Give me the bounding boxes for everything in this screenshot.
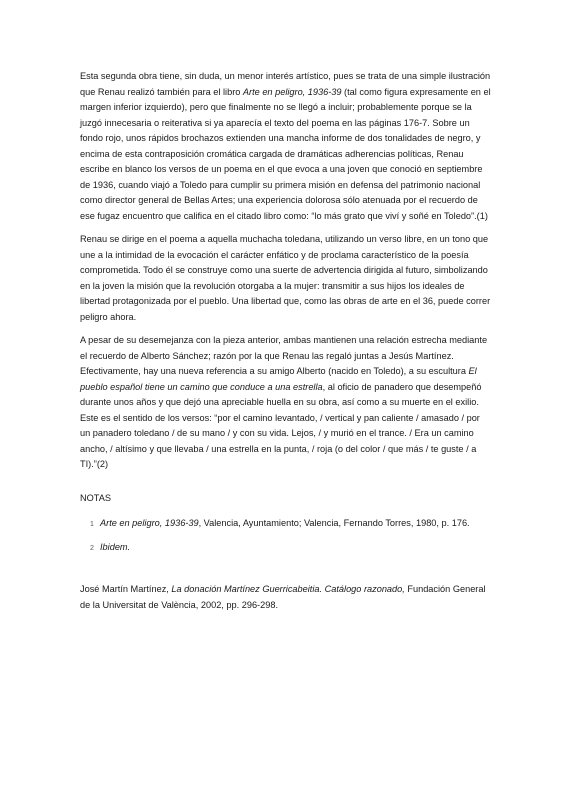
text-run: (tal como figura expresamente en el margen inferior izquierdo), pero que finalmente no se llegó a incluir; probablemente porque se la juzgó innecesaria o reiterativa si ya aparecía el texto del poema en las páginas 176-7. Sobre un fondo rojo, unos rápidos brochazos extienden una mancha informe de dos tonalidades de negro, y encima de esta contraposición cromática cargada de dramáticas adherencias políticas, Renau escribe en blanco los versos de un poema en el que evoca a una joven que conoció en septiembre de 1936, cuando viajó a Toledo para cumplir su primera misión en defensa del patrimonio nacional como director general de Bellas Artes; una experiencia dolorosa sólo atenuada por el recuerdo de ese fugaz encuentro que califica en el citado libro como: “lo más grato que viví y soñé en Toledo”.(1) bbox=[80, 86, 491, 221]
text-run: José Martín Martínez, bbox=[80, 584, 172, 594]
footnote-1 bbox=[80, 516, 492, 532]
text-run: Fundación General de la Universitat de València, 2002, pp. 296-298. bbox=[80, 584, 486, 610]
body-paragraph-1 bbox=[80, 69, 492, 224]
book-title-italic: Arte en peligro, 1936-39 bbox=[100, 518, 199, 528]
sculpture-title-italic: El pueblo español tiene un camino que conduce a una estrella bbox=[80, 366, 477, 392]
body-paragraph-2 bbox=[80, 232, 492, 325]
text-run: Renau se dirige en el poema a aquella muchacha toledana, utilizando un verso libre, en un tono que une a la intimidad de la evocación el carácter enfático y de proclama característico de la poesía comprometida. Todo él se construye como una suerte de advertencia dirigida al futuro, simbolizando en la joven la misión que la revolución otorgaba a la mujer: transmitir a sus hijos los ideales de libertad protagonizada por el pueblo. Una libertad que, como las obras de arte en el 36, puede correr peligro ahora. bbox=[80, 234, 491, 322]
document-page bbox=[80, 69, 492, 613]
notes-heading: NOTAS bbox=[80, 492, 111, 503]
footnote-number: 2 bbox=[90, 544, 94, 552]
text-run: Esta segunda obra tiene, sin duda, un menor interés artístico, pues se trata de una simple ilustración que Renau realizó también para el libro bbox=[80, 71, 491, 97]
ibidem-italic: Ibidem. bbox=[100, 541, 131, 552]
book-title-italic: Arte en peligro, 1936-39 bbox=[242, 86, 342, 97]
catalog-title-italic: La donación Martínez Guerricabeitia. Catálogo razonado, bbox=[171, 584, 405, 594]
footnote-2 bbox=[80, 540, 492, 556]
footnote-number: 1 bbox=[90, 521, 94, 528]
body-paragraph-3 bbox=[80, 333, 492, 473]
source-citation bbox=[80, 582, 492, 613]
text-run: , Valencia, Ayuntamiento; Valencia, Fernando Torres, 1980, p. 176. bbox=[198, 518, 470, 528]
text-run: A pesar de su desemejanza con la pieza anterior, ambas mantienen una relación estrecha mediante el recuerdo de Alberto Sánchez; razón por la que Renau las regaló juntas a Jesús Martínez. Efectivamente, hay una nueva referencia a su amigo Alberto (nacido en Toledo), a su escultura bbox=[80, 335, 488, 376]
text-run: , al oficio de panadero que desempeñó durante unos años y que dejó una apreciable huella en su obra, así como a su muerte en el exilio. Este es el sentido de los versos: “por el camino levantado, / vertical y pan caliente / amasado / por un panadero toledano / de su mano / y con su vida. Lejos, / y murió en el trance. / Era un camino ancho, / altísimo y que llevaba / una estrella en la punta, / roja (o del color / que más / te guste / a TI).”(2) bbox=[80, 381, 482, 469]
